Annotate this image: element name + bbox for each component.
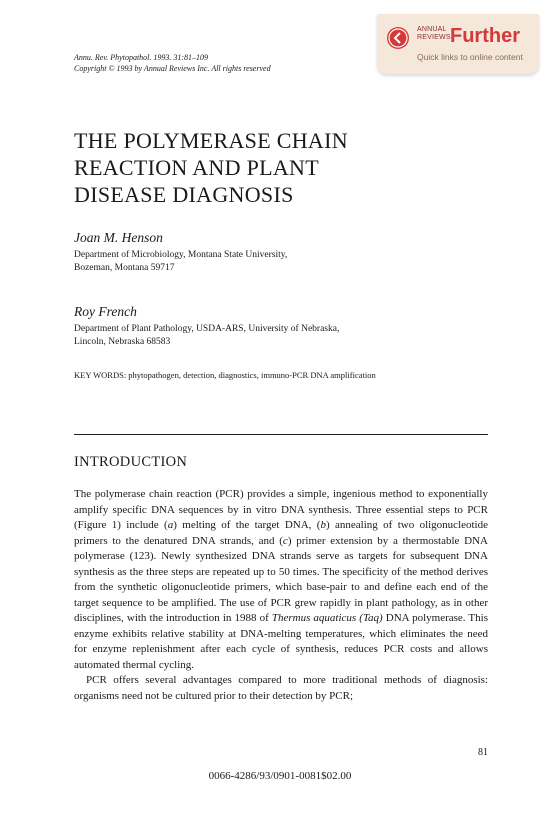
badge-annual-reviews-label: ANNUAL REVIEWS	[417, 26, 451, 41]
italic-run: b	[320, 519, 326, 531]
title-line: DISEASE DIAGNOSIS	[74, 182, 294, 207]
author-name: Roy French	[74, 304, 137, 319]
paper-title	[74, 127, 348, 208]
text-run: ) melting of the target DNA, (	[173, 519, 321, 531]
annual-reviews-further-badge[interactable]	[377, 14, 539, 74]
text-run: PCR offers several advantages compared to more traditional methods of diagnosis: organisms need not be cultured prior to their detection by PCR;	[74, 674, 488, 702]
journal-citation	[74, 52, 271, 74]
title-line: THE POLYMERASE CHAIN	[74, 128, 348, 153]
badge-subtitle: Quick links to online content	[417, 52, 523, 62]
text-run: ) primer extension by a thermostable DNA polymerase (123). Newly synthesized DNA strands serve as targets for subsequent DNA synthesis as the three steps are repeated up to 50 times. The specificity of the method derives from the synthetic oligonucleotide primers, which base-pair to and define each end of the target sequence to be amplified. The use of PCR grew rapidly in plant pathology, as in other disciplines, with the introduction in 1988 of	[74, 534, 488, 624]
italic-run: Thermus aquaticus (Taq)	[271, 612, 383, 624]
section-divider	[74, 434, 488, 435]
italic-run: a	[167, 519, 174, 531]
page-number: 81	[478, 747, 488, 758]
paragraph	[74, 487, 488, 673]
section-heading: INTRODUCTION	[74, 454, 188, 470]
further-logo-icon	[387, 27, 409, 49]
author-affiliation: Department of Plant Pathology, USDA-ARS, University of Nebraska, Lincoln, Nebraska 68583	[74, 324, 340, 347]
italic-run: c	[282, 534, 288, 547]
text-run: DNA polymerase. This enzyme exhibits relative stability at DNA-melting temperatures, which eliminates the need for enzyme replenishment after each cycle of synthesis, reduces PCR costs and allows automated thermal cycling.	[74, 612, 488, 671]
author-affiliation: Department of Microbiology, Montana State University, Bozeman, Montana 59717	[74, 250, 288, 273]
footer-code: 0066-4286/93/0901-0081$02.00	[208, 770, 352, 782]
copyright-line: Copyright © 1993 by Annual Reviews Inc. All rights reserved	[74, 64, 271, 73]
title-line: REACTION AND PLANT	[74, 155, 319, 180]
paragraph	[74, 673, 488, 704]
text-run: The polymerase chain reaction (PCR) provides a simple, ingenious method to exponentially amplify specific DNA sequences by in vitro DNA synthesis. Three essential steps to PCR (Figure 1) include (	[74, 488, 488, 531]
badge-further-label: Further	[450, 25, 520, 47]
keywords: KEY WORDS: phytopathogen, detection, diagnostics, immuno-PCR DNA amplification	[74, 370, 376, 380]
text-run: ) annealing of two oligonucleotide primers to the denatured DNA strands, and (	[74, 519, 488, 547]
author-name: Joan M. Henson	[74, 230, 163, 245]
citation-line: Annu. Rev. Phytopathol. 1993. 31:81–109	[74, 53, 209, 62]
body-text	[74, 487, 488, 704]
